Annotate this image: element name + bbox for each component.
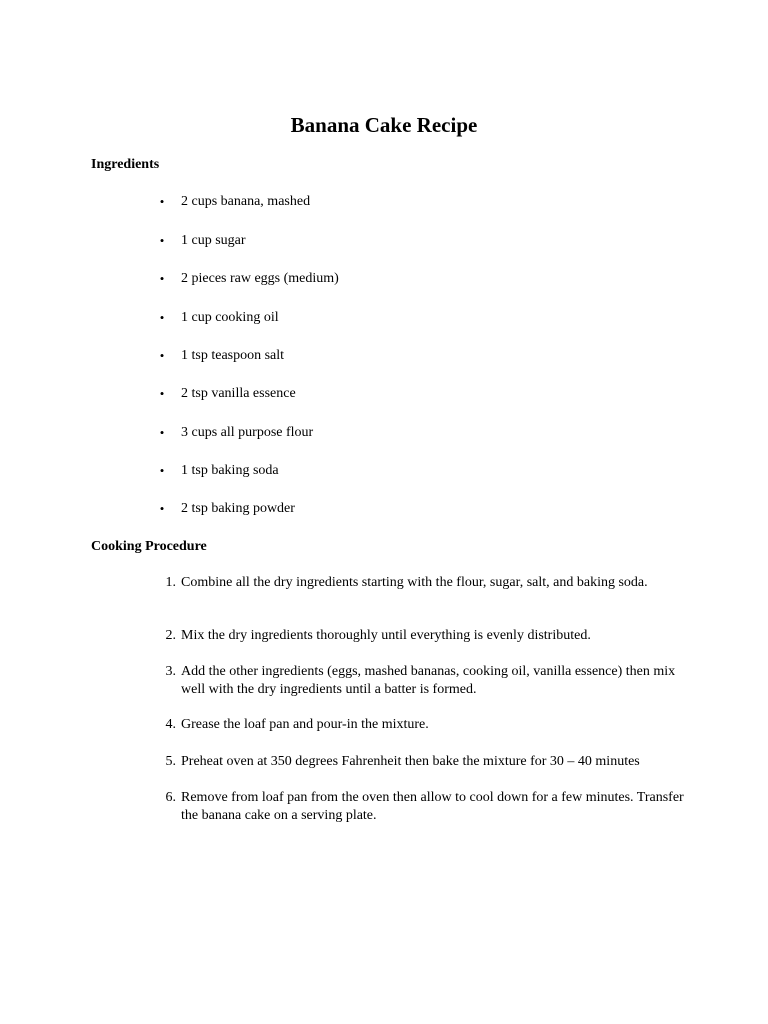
step-text: Mix the dry ingredients thoroughly until everything is evenly distributed. [181, 628, 591, 643]
step-number: 1. [165, 575, 176, 590]
ingredient-text: 2 tsp baking powder [181, 501, 295, 516]
ingredient-text: 1 tsp teaspoon salt [181, 348, 285, 363]
step-text: Combine all the dry ingredients starting with the flour, sugar, salt, and baking soda. [181, 575, 648, 590]
step-text: Add the other ingredients (eggs, mashed bananas, cooking oil, vanilla essence) then mix well with the dry ingredients until a batter is formed. [181, 664, 676, 697]
ingredient-text: 1 cup cooking oil [181, 310, 279, 325]
step-number: 5. [165, 754, 176, 769]
step-number: 6. [165, 790, 176, 805]
step-number: 3. [165, 664, 176, 679]
ingredient-text: 2 tsp vanilla essence [181, 386, 296, 401]
step-text: Grease the loaf pan and pour-in the mixture. [181, 717, 429, 732]
bullet-icon: • [159, 425, 165, 440]
bullet-icon: • [159, 348, 165, 363]
ingredient-item [0, 500, 600, 520]
ingredient-item [0, 270, 600, 290]
procedure-heading: Cooking Procedure [91, 539, 207, 554]
bullet-icon: • [159, 501, 165, 516]
ingredient-item [0, 193, 600, 213]
step-text: Preheat oven at 350 degrees Fahrenheit then bake the mixture for 30 – 40 minutes [181, 754, 640, 769]
ingredient-item [0, 232, 600, 252]
ingredient-item [0, 462, 600, 482]
step-number: 4. [165, 717, 176, 732]
bullet-icon: • [159, 310, 165, 325]
bullet-icon: • [159, 271, 165, 286]
bullet-icon: • [159, 463, 165, 478]
step-text: Remove from loaf pan from the oven then allow to cool down for a few minutes. Transfer the banana cake on a serving plate. [181, 790, 684, 823]
page-title: Banana Cake Recipe [290, 113, 478, 137]
ingredient-text: 2 pieces raw eggs (medium) [181, 271, 339, 286]
ingredient-item [0, 309, 600, 329]
step-number: 2. [165, 628, 176, 643]
ingredient-item [0, 385, 600, 405]
bullet-icon: • [159, 233, 165, 248]
ingredient-text: 2 cups banana, mashed [181, 194, 311, 209]
ingredients-heading: Ingredients [91, 157, 160, 172]
bullet-icon: • [159, 386, 165, 401]
ingredient-item [0, 424, 600, 444]
bullet-icon: • [159, 194, 165, 209]
ingredient-text: 3 cups all purpose flour [181, 425, 314, 440]
ingredient-text: 1 tsp baking soda [181, 463, 279, 478]
ingredient-text: 1 cup sugar [181, 233, 246, 248]
ingredient-item [0, 347, 600, 367]
